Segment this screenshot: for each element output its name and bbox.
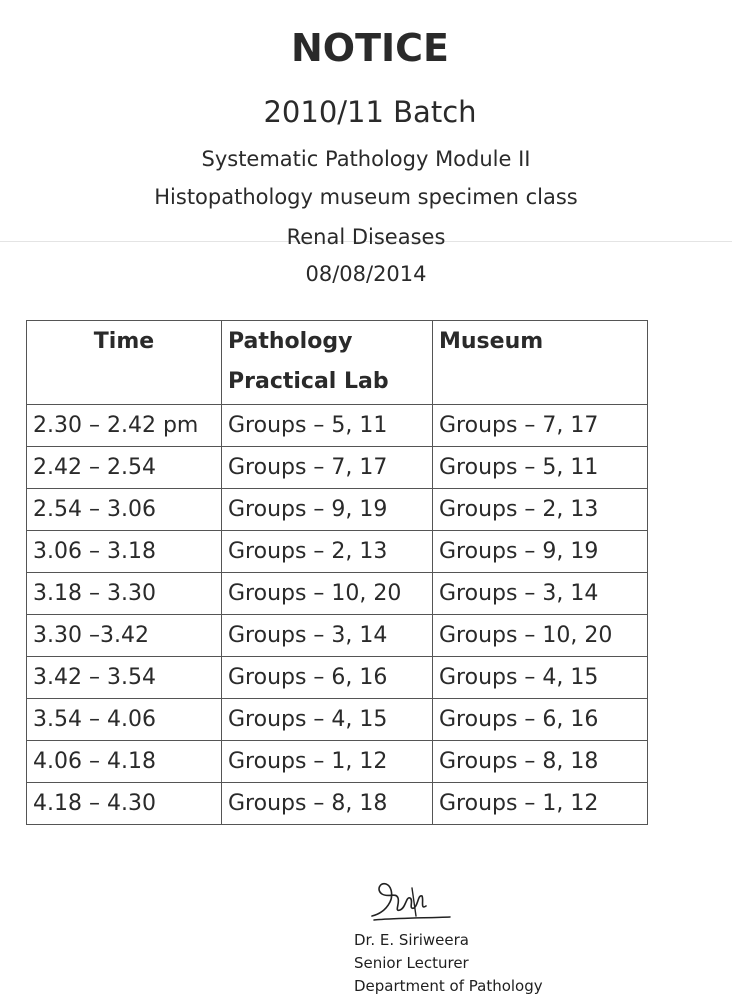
time-cell: 3.30 –3.42 [27, 615, 222, 657]
module-name: Systematic Pathology Module II [201, 147, 531, 171]
museum-groups-cell: Groups – 6, 16 [433, 699, 648, 741]
signatory-name: Dr. E. Siriweera [354, 931, 469, 949]
table-row [27, 657, 648, 699]
museum-column-header: Museum [433, 321, 648, 405]
museum-groups-cell: Groups – 2, 13 [433, 489, 648, 531]
time-cell: 2.42 – 2.54 [27, 447, 222, 489]
time-cell: 4.18 – 4.30 [27, 783, 222, 825]
museum-groups-cell: Groups – 8, 18 [433, 741, 648, 783]
time-column-header: Time [27, 321, 222, 405]
time-cell: 2.30 – 2.42 pm [27, 405, 222, 447]
lab-groups-cell: Groups – 7, 17 [222, 447, 433, 489]
table-header-row [27, 321, 648, 405]
notice-title: NOTICE [290, 26, 449, 70]
museum-groups-cell: Groups – 7, 17 [433, 405, 648, 447]
notice-date: 08/08/2014 [305, 262, 427, 286]
time-cell: 4.06 – 4.18 [27, 741, 222, 783]
handwritten-signature [366, 876, 456, 924]
lab-groups-cell: Groups – 2, 13 [222, 531, 433, 573]
lab-groups-cell: Groups – 5, 11 [222, 405, 433, 447]
lab-header-line2: Practical Lab [228, 369, 389, 394]
museum-groups-cell: Groups – 4, 15 [433, 657, 648, 699]
table-row [27, 615, 648, 657]
signatory-department: Department of Pathology [354, 977, 543, 995]
lab-groups-cell: Groups – 1, 12 [222, 741, 433, 783]
table-row [27, 573, 648, 615]
table-row [27, 699, 648, 741]
batch-heading: 2010/11 Batch [263, 95, 477, 129]
museum-groups-cell: Groups – 9, 19 [433, 531, 648, 573]
museum-groups-cell: Groups – 5, 11 [433, 447, 648, 489]
signatory-block [354, 929, 543, 998]
time-cell: 3.54 – 4.06 [27, 699, 222, 741]
lab-groups-cell: Groups – 4, 15 [222, 699, 433, 741]
time-cell: 3.42 – 3.54 [27, 657, 222, 699]
table-row [27, 531, 648, 573]
table-row [27, 783, 648, 825]
topic-name: Renal Diseases [286, 225, 446, 249]
lab-groups-cell: Groups – 6, 16 [222, 657, 433, 699]
lab-groups-cell: Groups – 3, 14 [222, 615, 433, 657]
museum-groups-cell: Groups – 1, 12 [433, 783, 648, 825]
table-row [27, 405, 648, 447]
class-name: Histopathology museum specimen class [154, 185, 578, 209]
table-row [27, 741, 648, 783]
museum-groups-cell: Groups – 3, 14 [433, 573, 648, 615]
lab-groups-cell: Groups – 9, 19 [222, 489, 433, 531]
lab-header-line1: Pathology [228, 329, 353, 354]
table-row [27, 489, 648, 531]
lab-groups-cell: Groups – 10, 20 [222, 573, 433, 615]
table-row [27, 447, 648, 489]
signatory-title: Senior Lecturer [354, 954, 469, 972]
museum-groups-cell: Groups – 10, 20 [433, 615, 648, 657]
time-cell: 2.54 – 3.06 [27, 489, 222, 531]
lab-column-header [222, 321, 433, 405]
schedule-table [26, 320, 648, 825]
lab-groups-cell: Groups – 8, 18 [222, 783, 433, 825]
time-cell: 3.06 – 3.18 [27, 531, 222, 573]
time-cell: 3.18 – 3.30 [27, 573, 222, 615]
